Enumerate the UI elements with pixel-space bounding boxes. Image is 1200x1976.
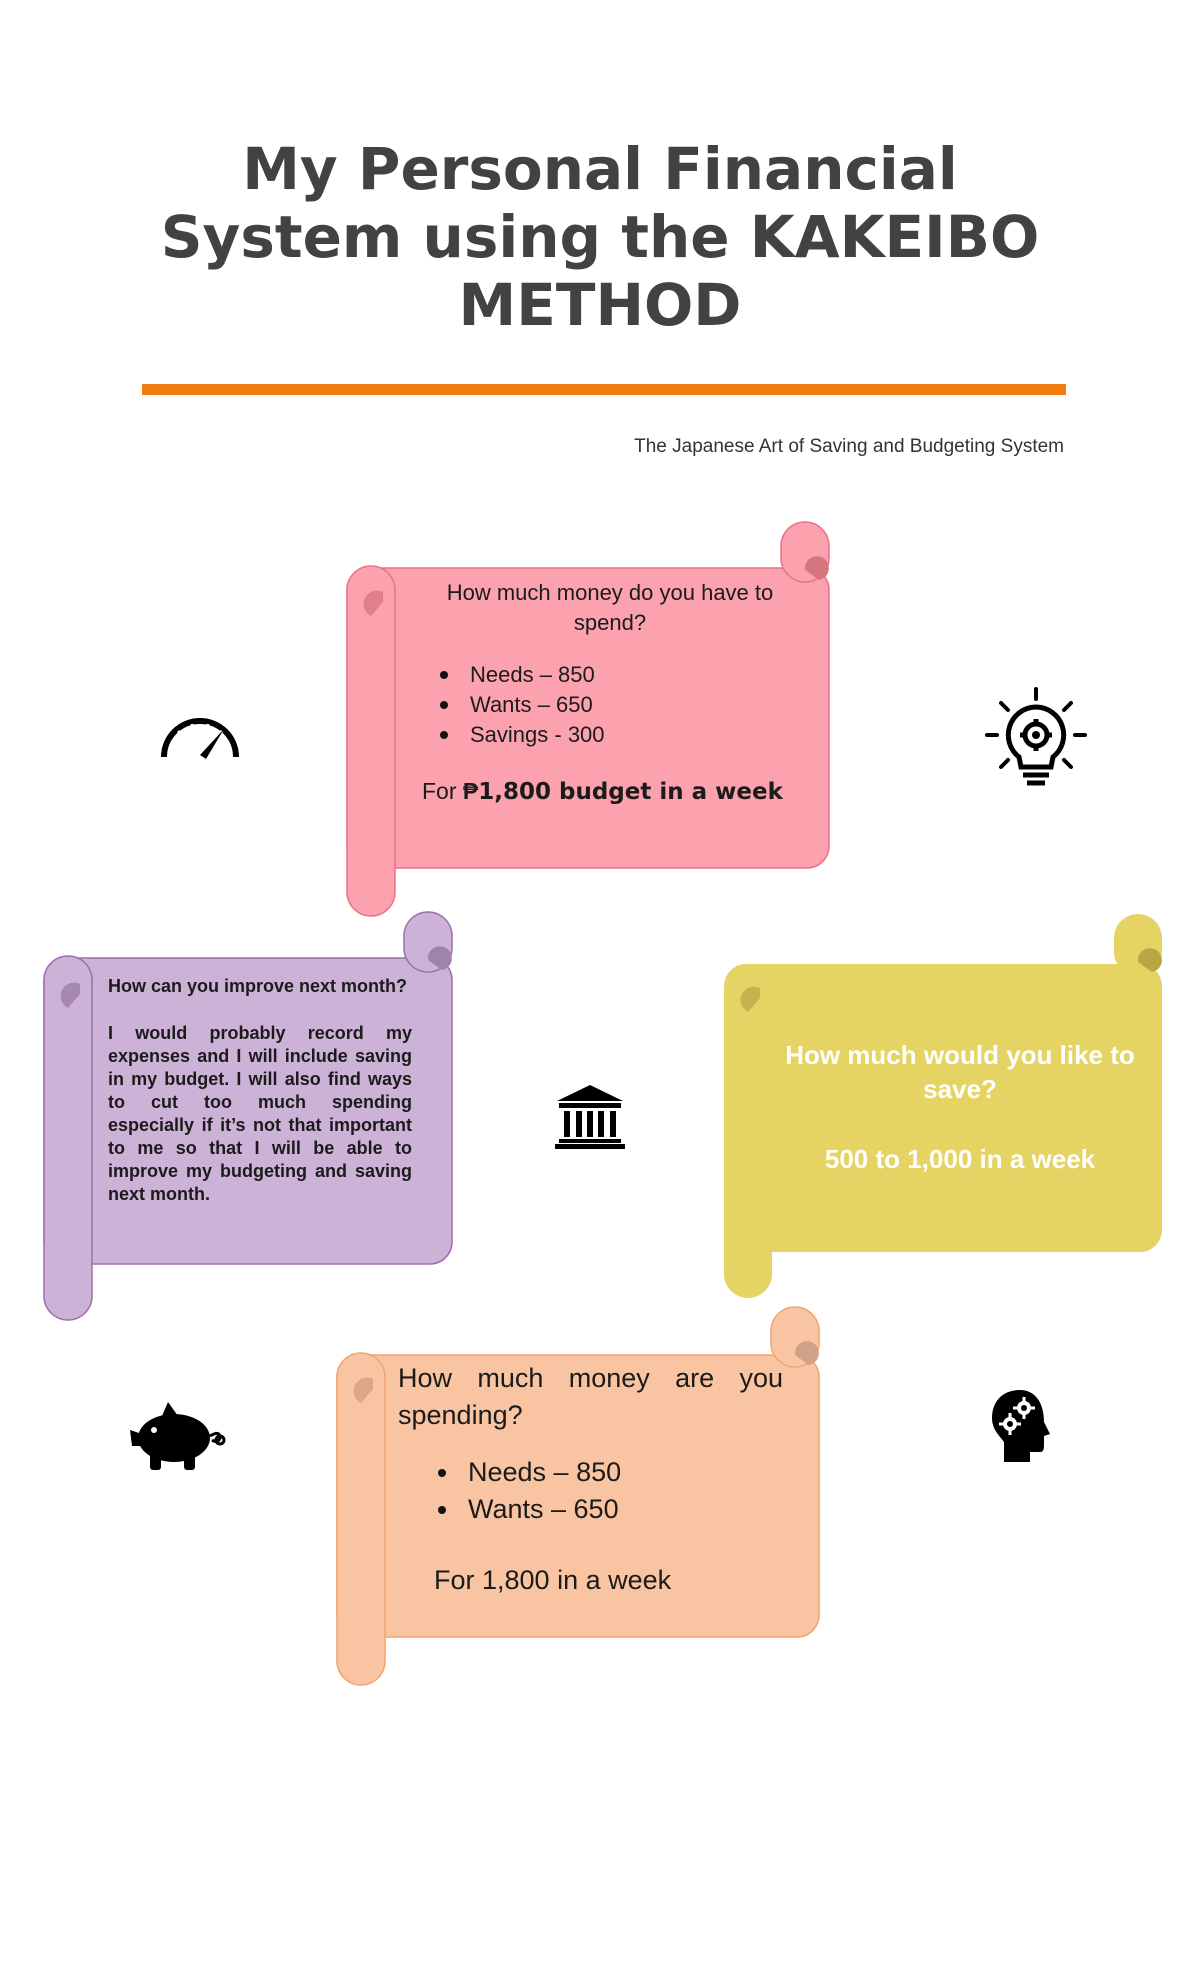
card-spending-list (398, 1454, 783, 1528)
page-title: My Personal Financial System using the KAKEIBO METHOD (160, 135, 1040, 339)
card-save-answer: 500 to 1,000 in a week (824, 1144, 1096, 1174)
card-improve-answer: I would probably record my expenses and I will include saving in my budget. I will also find ways to cut too much spending especially if it’s not that important to me so that I will be able to improve my budgeting and saving next month. (108, 1023, 412, 1204)
card-spending-question: How much money are you spending? (398, 1363, 783, 1430)
card-spending-footer: For 1,800 in a week (434, 1565, 672, 1595)
speedometer-icon (158, 705, 242, 765)
list-item: Savings - 300 (470, 720, 810, 750)
bank-icon (555, 1083, 625, 1149)
card-have-question: How much money do you have to spend? (446, 580, 774, 635)
head-gears-icon (990, 1388, 1052, 1464)
list-item: Needs – 850 (470, 660, 810, 690)
card-spending (398, 1360, 783, 1599)
card-have-footer-prefix: For (422, 778, 463, 804)
list-item: Needs – 850 (468, 1454, 783, 1491)
piggy-bank-icon (128, 1400, 226, 1472)
subtitle: The Japanese Art of Saving and Budgeting System (634, 436, 1064, 457)
card-have (410, 578, 810, 807)
card-save (780, 1038, 1140, 1176)
card-have-list (410, 660, 810, 750)
card-save-question: How much would you like to save? (785, 1040, 1135, 1104)
card-have-footer-bold: 1,800 budget in a week (478, 779, 783, 805)
list-item: Wants – 650 (470, 690, 810, 720)
card-improve (108, 975, 412, 1206)
title-divider (142, 384, 1066, 395)
lightbulb-gear-icon (983, 685, 1089, 795)
card-have-footer-currency: ₱ (462, 778, 479, 804)
list-item: Wants – 650 (468, 1491, 783, 1528)
card-have-footer (410, 776, 810, 807)
card-improve-question: How can you improve next month? (108, 976, 408, 996)
